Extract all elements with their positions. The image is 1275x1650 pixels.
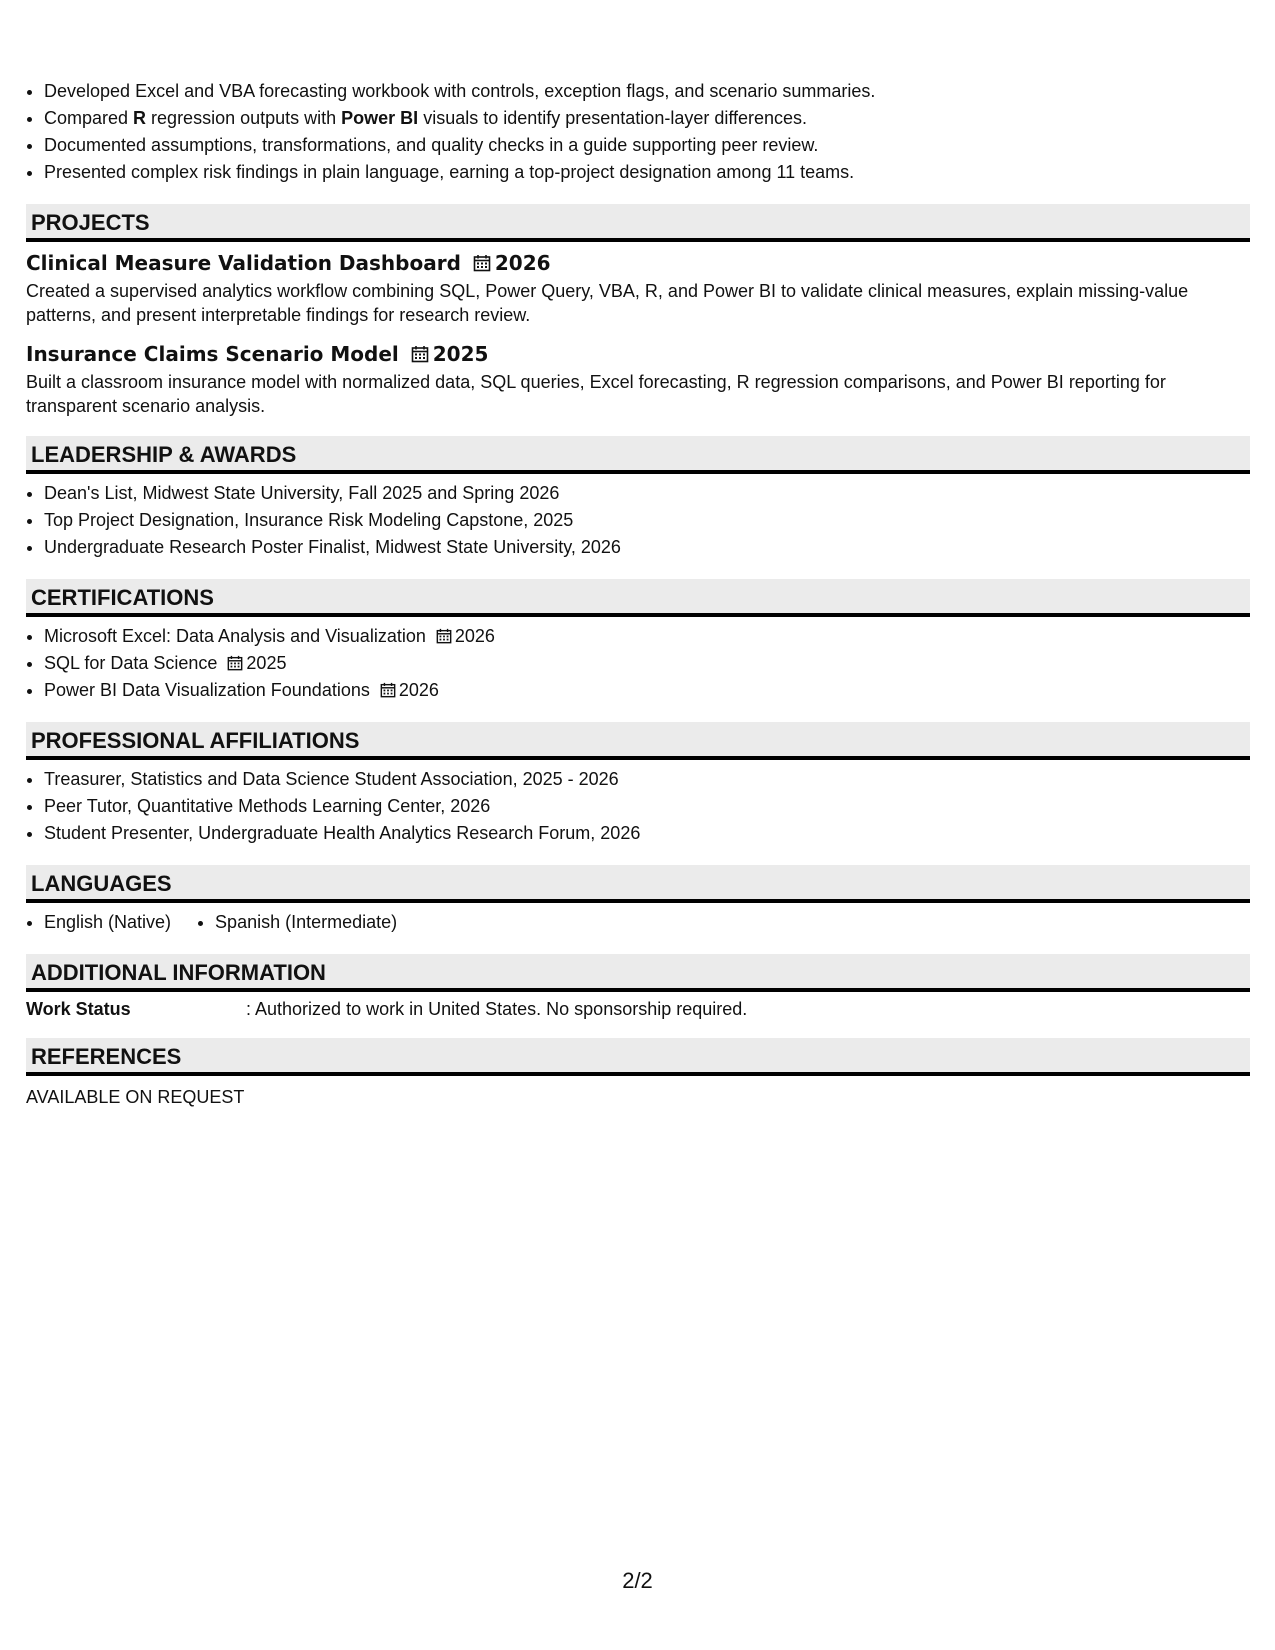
section-title: PROJECTS <box>31 210 150 235</box>
leadership-section-header <box>26 436 1250 474</box>
languages-section-header <box>26 865 1250 903</box>
affiliations-section-header <box>26 722 1250 760</box>
project-description: Built a classroom insurance model with normalized data, SQL queries, Excel forecasting, R regression comparisons, and Power BI reporting for transparent scenario analysis. <box>26 372 1166 416</box>
work-status-row <box>26 994 1250 1024</box>
project-year: 2025 <box>432 342 489 366</box>
experience-bullets <box>26 78 1250 186</box>
calendar-icon <box>436 628 452 644</box>
bold-keyword: Power BI <box>341 108 419 128</box>
resume-page-2 <box>26 78 1250 1110</box>
experience-bullet: • Documented assumptions, transformations, and quality checks in a guide supporting peer review. <box>44 132 1250 159</box>
references-section-header <box>26 1038 1250 1076</box>
affiliations-list <box>26 766 1250 847</box>
section-title: LEADERSHIP & AWARDS <box>31 442 297 467</box>
calendar-icon <box>473 254 491 272</box>
project-title: Insurance Claims Scenario Model 2025 <box>26 339 1250 369</box>
section-title: LANGUAGES <box>31 871 172 896</box>
language-item: • English (Native) <box>44 909 171 936</box>
award-item: • Top Project Designation, Insurance Risk Modeling Capstone, 2025 <box>44 507 1250 534</box>
award-item: • Dean's List, Midwest State University, Fall 2025 and Spring 2026 <box>44 480 1250 507</box>
award-item: • Undergraduate Research Poster Finalist, Midwest State University, 2026 <box>44 534 1250 561</box>
project-description: Created a supervised analytics workflow combining SQL, Power Query, VBA, R, and Power BI to validate clinical measures, explain missing-value patterns, and present interpretable findings for research review. <box>26 281 1189 325</box>
additional-section-header <box>26 954 1250 992</box>
certifications-list <box>26 623 1250 704</box>
section-title: REFERENCES <box>31 1044 182 1069</box>
certification-year: 2026 <box>454 626 495 646</box>
bold-keyword: R <box>133 108 147 128</box>
page-number: 2/2 <box>622 1568 653 1593</box>
section-title: CERTIFICATIONS <box>31 585 214 610</box>
section-title: PROFESSIONAL AFFILIATIONS <box>31 728 360 753</box>
project-title: Clinical Measure Validation Dashboard 2026 <box>26 248 1250 278</box>
calendar-icon <box>380 682 396 698</box>
calendar-icon <box>227 655 243 671</box>
language-item: • Spanish (Intermediate) <box>215 909 397 936</box>
certification-item: • Power BI Data Visualization Foundations 2026 <box>44 677 1250 704</box>
experience-bullet: • Presented complex risk findings in plain language, earning a top-project designation among 11 teams. <box>44 159 1250 186</box>
languages-list <box>26 909 1250 936</box>
references-text: AVAILABLE ON REQUEST <box>26 1087 245 1107</box>
certification-item: • SQL for Data Science 2025 <box>44 650 1250 677</box>
projects-section-header <box>26 204 1250 242</box>
work-status-label: Work Status <box>26 999 131 1019</box>
projects-section <box>26 248 1250 418</box>
calendar-icon <box>411 345 429 363</box>
certification-year: 2025 <box>246 653 287 673</box>
project-year: 2026 <box>494 251 551 275</box>
affiliation-item: • Student Presenter, Undergraduate Health Analytics Research Forum, 2026 <box>44 820 1250 847</box>
certification-item: • Microsoft Excel: Data Analysis and Visualization 2026 <box>44 623 1250 650</box>
section-title: ADDITIONAL INFORMATION <box>31 960 326 985</box>
certification-year: 2026 <box>398 680 439 700</box>
affiliation-item: • Treasurer, Statistics and Data Science Student Association, 2025 - 2026 <box>44 766 1250 793</box>
work-status-value: : Authorized to work in United States. No sponsorship required. <box>246 999 748 1019</box>
affiliation-item: • Peer Tutor, Quantitative Methods Learning Center, 2026 <box>44 793 1250 820</box>
experience-bullet: • Compared R regression outputs with Power BI visuals to identify presentation-layer differences. <box>44 105 1250 132</box>
certifications-section-header <box>26 579 1250 617</box>
experience-bullet: • Developed Excel and VBA forecasting workbook with controls, exception flags, and scenario summaries. <box>44 78 1250 105</box>
leadership-list <box>26 480 1250 561</box>
